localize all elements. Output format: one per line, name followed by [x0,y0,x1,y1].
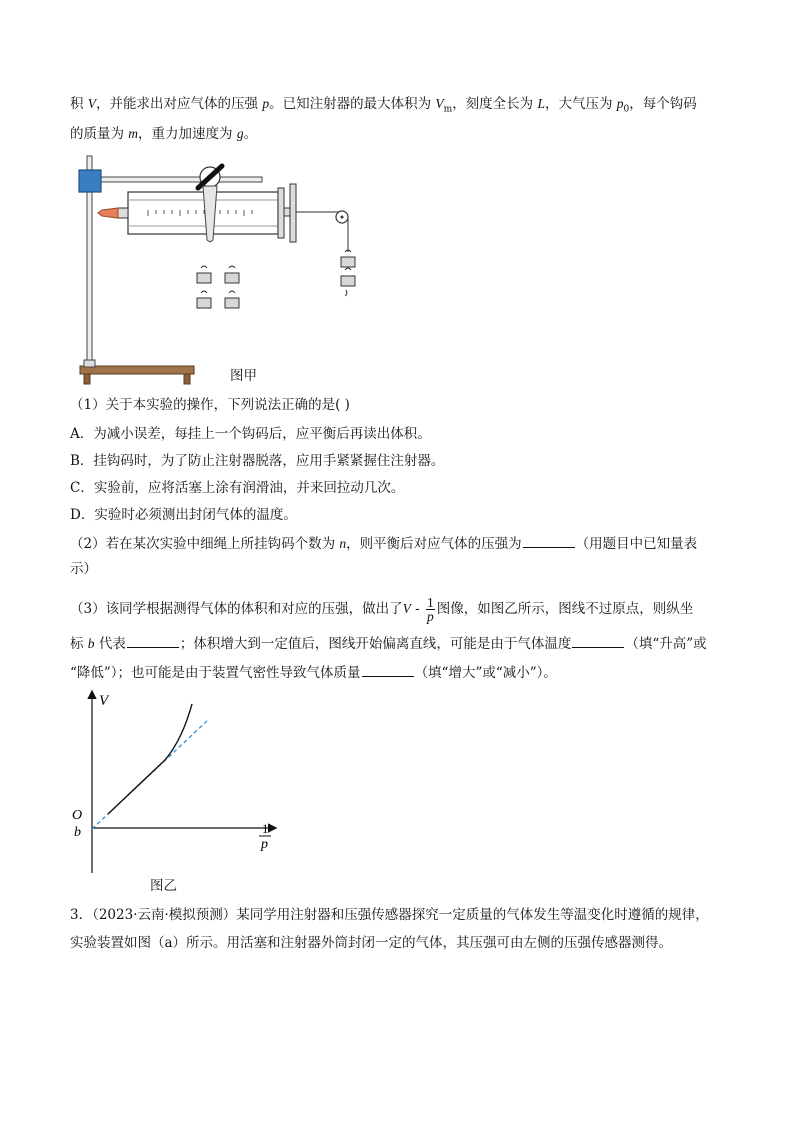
q3-blank-mass[interactable] [362,662,414,677]
q1-stem: （1）关于本实验的操作，下列说法正确的是( ) [70,397,350,413]
figure-a-caption: 图甲 [230,368,257,384]
q1-option-d: D．实验时必须测出封闭气体的温度。 [70,507,297,523]
data-curve [165,704,192,760]
q3-line-3: “降低”）；也可能是由于装置气密性导致气体质量 （填“增大”或“减小”）。 [70,662,557,683]
intercept-label: b [74,825,81,840]
q3-blank-temperature[interactable] [572,633,624,648]
q3-blank-b[interactable] [127,633,179,648]
q3-line-2: 标 b 代表 ；体积增大到一定值后，图线开始偏离直线，可能是由于气体温度 （填“升高”或 [70,633,707,654]
problem-3-line-1: 3．（2023·云南·模拟预测）某同学用注射器和压强传感器探究一定质量的气体发生等温变化时遵循的规律， [70,907,709,923]
x-axis-label-num: 1 [262,821,269,836]
intro-line-1: 积 V，并能求出对应气体的压强 p。已知注射器的最大体积为 $V_m$，刻度全长为 L，大气压为 $p_0$，每个钩码 [70,96,697,115]
problem-3-line-2: 实验装置如图（a）所示。用活塞和注射器外筒封闭一定的气体，其压强可由左侧的压强传感器测得。 [70,935,673,951]
q2-line-2: 示） [70,561,97,577]
q1-option-b: B．挂钩码时，为了防止注射器脱落，应用手紧紧握住注射器。 [70,453,445,469]
q1-option-c: C．实验前，应将活塞上涂有润滑油，并来回拉动几次。 [70,480,405,496]
q3-line-1: （3）该同学根据测得气体的体积和对应的压强，做出了V - $\frac{1}{p}$ 图像，如图乙所示，图线不过原点，则纵坐 [70,595,694,624]
q2-line-1: （2）若在某次实验中细绳上所挂钩码个数为 n，则平衡后对应气体的压强为 （用题目中已知量表 [70,533,697,554]
q3-fraction: $\frac{1}{p}$ [427,595,434,624]
x-axis-label-den: p [261,837,268,852]
q1-option-a: A．为减小误差，每挂上一个钩码后，应平衡后再读出体积。 [70,426,431,442]
figure-a-apparatus [70,150,370,390]
intro-line-2: 的质量为 m，重力加速度为 g。 [70,126,258,142]
origin-label: O [72,808,83,823]
data-line [108,760,165,814]
figure-b-caption: 图乙 [150,878,177,894]
figure-b-graph [70,688,290,878]
y-axis-label: V [99,693,109,709]
q2-answer-blank[interactable] [523,533,575,548]
